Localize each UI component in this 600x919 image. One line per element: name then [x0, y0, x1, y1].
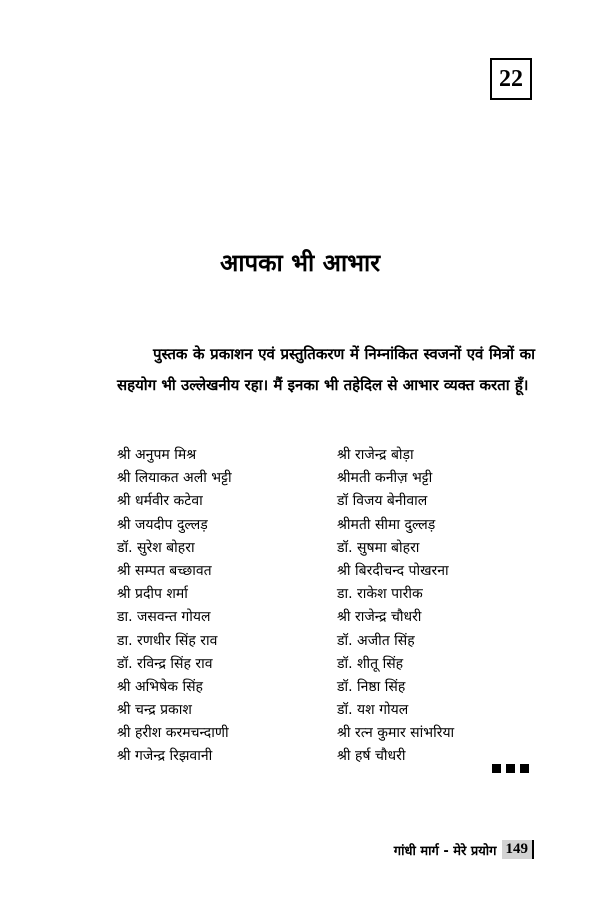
name-item: डा. रणधीर सिंह राव	[117, 632, 218, 649]
end-dot	[520, 764, 529, 773]
name-item: डॉ. शीतू सिंह	[337, 655, 404, 672]
name-item: डॉ. निष्ठा सिंह	[337, 678, 406, 695]
name-item: श्री धर्मवीर कटेवा	[117, 493, 203, 510]
name-item: डॉ विजय बेनीवाल	[337, 493, 428, 510]
names-right-column	[337, 444, 547, 769]
name-item: डा. जसवन्त गोयल	[117, 609, 211, 626]
name-item: श्रीमती सीमा दुल्लड़	[337, 516, 436, 533]
chapter-number: 22	[499, 65, 523, 92]
name-item: श्री अनुपम मिश्र	[117, 447, 197, 463]
chapter-number-box	[490, 58, 532, 100]
name-item: श्री प्रदीप शर्मा	[117, 586, 188, 603]
page-title: आपका भी आभार	[219, 249, 381, 277]
name-item: श्री सम्पत बच्छावत	[117, 562, 212, 579]
name-item: डॉ. सुषमा बोहरा	[337, 539, 420, 556]
name-item: श्री चन्द्र प्रकाश	[117, 702, 192, 719]
name-item: डा. राकेश पारीक	[337, 586, 423, 603]
page-footer	[394, 840, 534, 859]
name-item: श्री रत्न कुमार सांभरिया	[337, 725, 455, 742]
name-item: श्री हर्ष चौधरी	[337, 748, 406, 765]
name-item: श्रीमती कनीज़ भट्टी	[337, 470, 433, 487]
name-item: डॉ. रविन्द्र सिंह राव	[117, 655, 213, 672]
name-item: श्री अभिषेक सिंह	[117, 678, 203, 695]
name-item: श्री बिरदीचन्द पोखरना	[337, 562, 449, 579]
name-item: श्री जयदीप दुल्लड़	[117, 516, 208, 533]
page-number: 149	[502, 840, 535, 859]
name-item: श्री हरीश करमचन्दाणी	[117, 725, 229, 742]
intro-paragraph: पुस्तक के प्रकाशन एवं प्रस्तुतिकरण में निम्नांकित स्वजनों एवं मित्रों का सहयोग भी उल्लेखनीय रहा। मैं इनका भी तहेदिल से आभार व्यक्त करता हूँ।	[117, 345, 535, 394]
name-item: डॉ. यश गोयल	[337, 702, 409, 719]
footer-book-title: गांधी मार्ग - मेरे प्रयोग	[393, 843, 497, 859]
end-marker	[492, 764, 529, 773]
name-item: श्री राजेन्द्र चौधरी	[337, 609, 422, 626]
name-item: श्री राजेन्द्र बोड़ा	[337, 447, 414, 463]
names-left-column	[117, 444, 327, 769]
name-item: डॉ. अजीत सिंह	[337, 632, 415, 649]
end-dot	[506, 764, 515, 773]
name-item: डॉ. सुरेश बोहरा	[117, 539, 195, 556]
name-item: श्री लियाकत अली भट्टी	[117, 470, 232, 487]
end-dot	[492, 764, 501, 773]
name-item: श्री गजेन्द्र रिझवानी	[117, 748, 213, 765]
